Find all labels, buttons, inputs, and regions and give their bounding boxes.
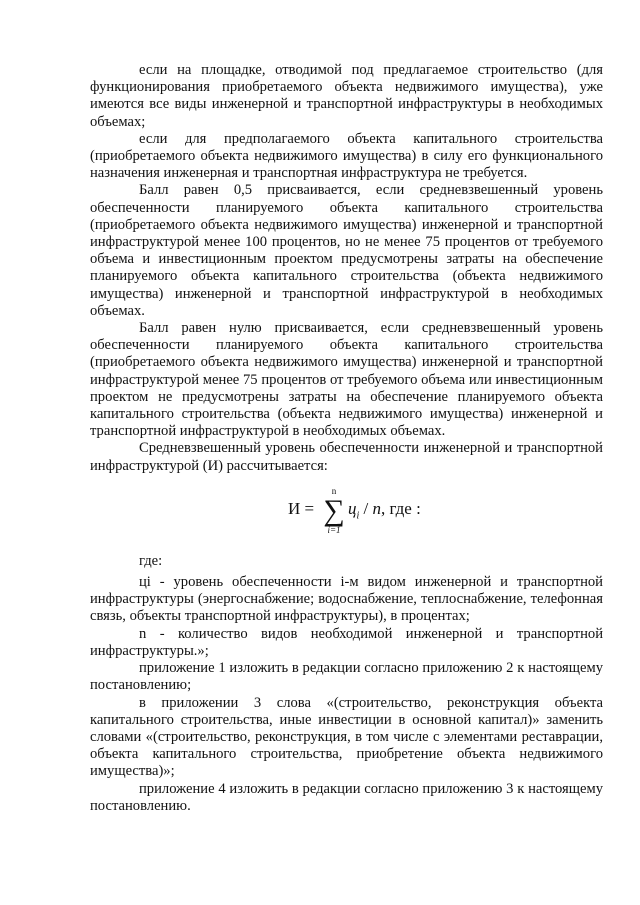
formula (90, 483, 603, 539)
paragraph-n-definition: n - количество видов необходимой инженерной и транспортной инфраструктуры.»; (90, 625, 603, 659)
paragraph-ci-definition: цi - уровень обеспеченности i-м видом инженерной и транспортной инфраструктуры (энергоснабжение; водоснабжение, теплоснабжение, телефонная связь, объекты транспортной инфраструктуры), в процентах; (90, 574, 603, 625)
document-body (90, 62, 603, 815)
formula-term-index: i (356, 510, 360, 522)
paragraph-2: если для предполагаемого объекта капитального строительства (приобретаемого объекта недвижимого имущества) в силу его функционального назначения инженерная и транспортная инфраструктура не требуется. (90, 130, 603, 182)
formula-rhs (348, 499, 421, 521)
formula-n: n (372, 498, 382, 518)
formula-term: ц (348, 498, 357, 518)
sum-sign: ∑ (323, 493, 345, 527)
paragraph-appendix-4: приложение 4 изложить в редакции согласно приложению 3 к настоящему постановлению. (90, 780, 603, 814)
formula-lhs: И = (288, 498, 315, 518)
paragraph-4: Балл равен нулю присваивается, если средневзвешенный уровень обеспеченности планируемого объекта капитального строительства (приобретаемого объекта недвижимого имущества) инженерной и транспортной инфраструктурой менее 75 процентов от требуемого объема или инвестиционным проектом не предусмотрены затраты на обеспечение планируемого объекта капитального строительства (объекта недвижимого имущества) инженерной и транспортной инфраструктурой в необходимых объемах. (90, 320, 603, 440)
paragraph-where: где: (139, 552, 163, 569)
paragraph-appendix-3: в приложении 3 слова «(строительство, реконструкция объекта капитального строительства, иные инвестиции в основной капитал)» заменить словами «(строительство, реконструкция, в том числе с элементами реставрации, объекта капитального строительства, приобретение объекта недвижимого имущества)»; (90, 694, 603, 780)
sum-lower-limit: i=1 (327, 524, 341, 535)
paragraph-appendix-1: приложение 1 изложить в редакции согласно приложению 2 к настоящему постановлению; (90, 660, 603, 694)
formula-tail: , где : (381, 498, 421, 518)
paragraph-5: Средневзвешенный уровень обеспеченности инженерной и транспортной инфраструктурой (И) рассчитывается: (90, 440, 603, 474)
paragraph-1: если на площадке, отводимой под предлагаемое строительство (для функционирования приобретаемого объекта недвижимого имущества), уже имеются все виды инженерной и транспортной инфраструктуры в необходимых объемах; (90, 62, 603, 130)
formula-divider: / (359, 498, 373, 518)
sum-operator (323, 487, 345, 535)
paragraph-3: Балл равен 0,5 присваивается, если средневзвешенный уровень обеспеченности планируемого объекта капитального строительства (приобретаемого объекта недвижимого имущества) инженерной и транспортной инфраструктурой менее 100 процентов, но не менее 75 процентов от требуемого объема и инвестиционным проектом предусмотрены затраты на обеспечение планируемого объекта капитального строительства (объекта недвижимого имущества) инженерной и транспортной инфраструктурой в необходимых объемах. (90, 182, 603, 319)
sum-upper-limit: n (331, 485, 337, 496)
